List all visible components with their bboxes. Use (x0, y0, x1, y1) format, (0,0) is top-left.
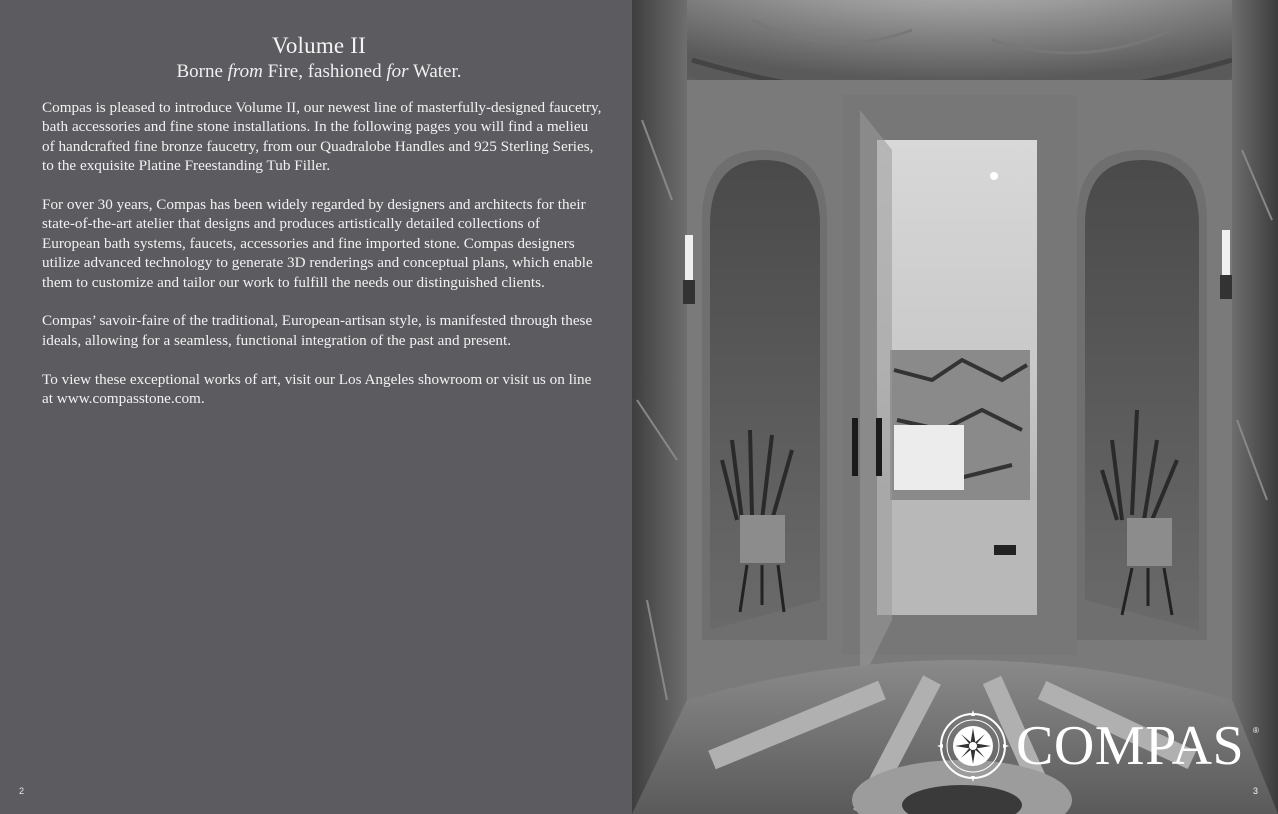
history-paragraph: For over 30 years, Compas has been widely regarded by designers and architects for their state-of-the-art atelier that designs and produces artistically detailed collections of European bath systems, faucets, accessories and fine imported stone. Compas designers utilize advanced technology to generate 3D renderings and conceptual plans, which enable them to customize and tailor our work to fulfill the needs our distinguished clients. (42, 196, 593, 291)
compass-rose-icon (935, 708, 1011, 784)
left-page (0, 0, 632, 814)
registered-mark: ® (1253, 726, 1259, 735)
bathroom-photo (632, 0, 1278, 814)
showroom-paragraph: To view these exceptional works of art, visit our Los Angeles showroom or visit us on line at www.compasstone.com. (42, 370, 592, 408)
subtitle-part-3: Water. (408, 61, 462, 82)
bathroom-photo-illustration (632, 0, 1278, 814)
subtitle-italic-2: for (386, 61, 409, 82)
subtitle-part-1: Borne (176, 61, 228, 82)
intro-paragraph: Compas is pleased to introduce Volume II, our newest line of masterfully-designed faucetry, bath accessories and fine stone installations. In the following pages you will find a melieu of handcrafted fine bronze faucetry, from our Quadralobe Handles and 925 Sterling Series, to the exquisite Platine Freestanding Tub Filler. (42, 99, 602, 175)
compas-logo (935, 708, 1265, 786)
page-title: Volume II (271, 33, 366, 58)
page-number-left: 2 (19, 786, 25, 796)
style-paragraph: Compas’ savoir-faire of the traditional, European-artisan style, is manifested through these ideals, allowing for a seamless, functional integration of the past and present. (42, 312, 593, 349)
page-subtitle (0, 61, 638, 83)
subtitle-italic-1: from (227, 61, 263, 82)
subtitle-part-2: Fire, fashioned (262, 61, 387, 82)
logo-wordmark: COMPAS (1016, 715, 1245, 777)
page-number-right: 3 (1253, 786, 1259, 796)
body-copy (42, 98, 602, 428)
